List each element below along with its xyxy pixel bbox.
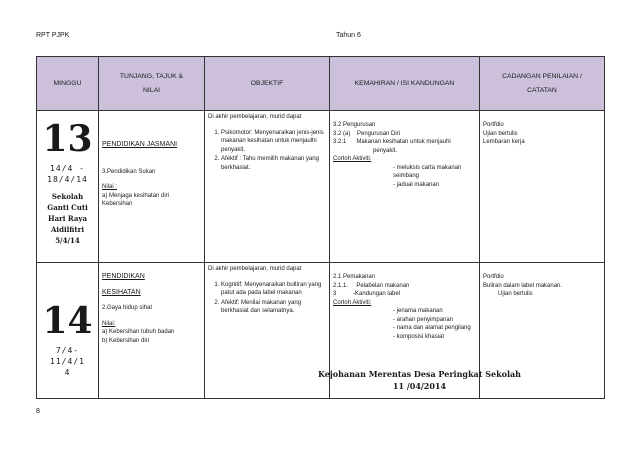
activity-label: Cortoh Aktiviti: (333, 156, 372, 162)
nilai-item: Kebersihan (102, 201, 133, 207)
week-date: 7/4- 11/4/1 4 (50, 346, 85, 377)
activity-item: - komposisi khasiat (393, 333, 476, 342)
event-title: Kejohanan Merentas Desa Peringkat Sekolah (318, 369, 521, 379)
week-date: 14/4 - 18/4/14 (47, 164, 88, 184)
objective-item: 2. Afektif : Tahu memilih makanan yang berkhasiat. (221, 155, 326, 172)
page-number: 8 (36, 408, 40, 415)
column-header-objektif: OBJEKTIF (205, 57, 330, 111)
nilai-item: b) Kebersihan diri (102, 337, 150, 344)
lesson-plan-table (36, 56, 605, 399)
event-date: 11 /04/2014 (392, 381, 447, 391)
content-line: 3.2 Pengurusan (333, 122, 376, 128)
assessment-item: Buliran dalam label makanan. (483, 282, 563, 289)
topic-title: PENDIDIKAN JASMANI (102, 141, 178, 148)
column-header-kemahiran: KEMAHIRAN / ISI KANDUNGAN (330, 57, 480, 111)
week-14-cell (37, 263, 99, 399)
objective-item: 1. Psikomotor: Menyenaraikan jenis-jenis makanan kesihatan untuk menjaulhi penyakit. (221, 129, 326, 155)
kemahiran-cell (330, 111, 480, 263)
column-header-tunjang: TUNJANG, TAJUK & NILAI (99, 57, 205, 111)
nilai-item: a) Menjaga kesihatan diri (102, 192, 170, 199)
table-header-row (37, 57, 605, 111)
assessment-item: Portfdio (483, 274, 504, 280)
week-number: 14 (42, 300, 93, 342)
objective-intro: Di akhir pembelajaran, murid dapat (208, 266, 302, 272)
week-number: 13 (42, 118, 93, 160)
tunjang-cell (99, 111, 205, 263)
table-row-week-13 (37, 111, 605, 263)
activity-item: - jenama makanan (393, 307, 476, 316)
objektif-cell (205, 111, 330, 263)
nilai-label: Nilai : (102, 184, 118, 190)
assessment-item: Ujian bertulis (498, 291, 533, 297)
document-header-right: Tahun 6 (336, 32, 361, 39)
document-header-left: RPT PJPK (36, 32, 70, 39)
content-line: 3.2.1 Makanan kesihatan untuk menjauhi (333, 139, 451, 145)
content-line: 3.2 (a) Pengurusan Diri (333, 130, 401, 137)
activity-item: - meluksis carta makanan seimbang (393, 164, 476, 181)
activity-item: - jadual makanan (393, 181, 476, 190)
assessment-item: Portfdio (483, 122, 504, 128)
topic-title: KESIHATAN (102, 288, 141, 296)
objective-item: 2. Afektif: Menilai makanan yang berkhasiat dan selamatnya. (221, 299, 326, 316)
topic-title: PENDIDIKAN (102, 273, 145, 280)
content-line: penyakit. (373, 147, 398, 154)
column-header-minggu: MINGGU (37, 57, 99, 111)
event-banner (237, 368, 602, 392)
content-line: 3 -Kandungan label (333, 291, 401, 297)
activity-item: - arahan penyimpanan (393, 316, 476, 325)
subtopic: 3.Pendidikan Sukan (102, 168, 156, 175)
penilaian-cell (480, 111, 605, 263)
objective-item: 1. Kognitif: Menyenaraikan bultiran yang patut ada pada label makanan (221, 281, 326, 298)
activity-item: - nama dan alamat pengilang (393, 324, 476, 333)
objective-intro: Di akhir pembelajaran, murid dapat (208, 114, 302, 120)
subtopic: 2.Gaya hidup sihat (102, 305, 153, 311)
assessment-item: Ujian bertulis (483, 130, 518, 137)
week-note: Sekolah Ganti Cuti Hari Raya Aidilfitri 5/4/14 (47, 192, 88, 245)
content-line: 2.1.1. Pelabelan makanan (333, 282, 410, 289)
nilai-item: a) Kebersihan tubuh badan (102, 329, 175, 335)
content-line: 2.1 Pemakanan (333, 274, 376, 280)
tunjang-cell (99, 263, 205, 399)
nilai-label: Nilai: (102, 320, 116, 327)
week-13-cell (37, 111, 99, 263)
assessment-item: Lembaran kerja (483, 139, 525, 145)
activity-label: Cortoh Aktiviti: (333, 299, 372, 306)
column-header-penilaian: CADANGAN PENILAIAN / CATATAN (480, 57, 605, 111)
